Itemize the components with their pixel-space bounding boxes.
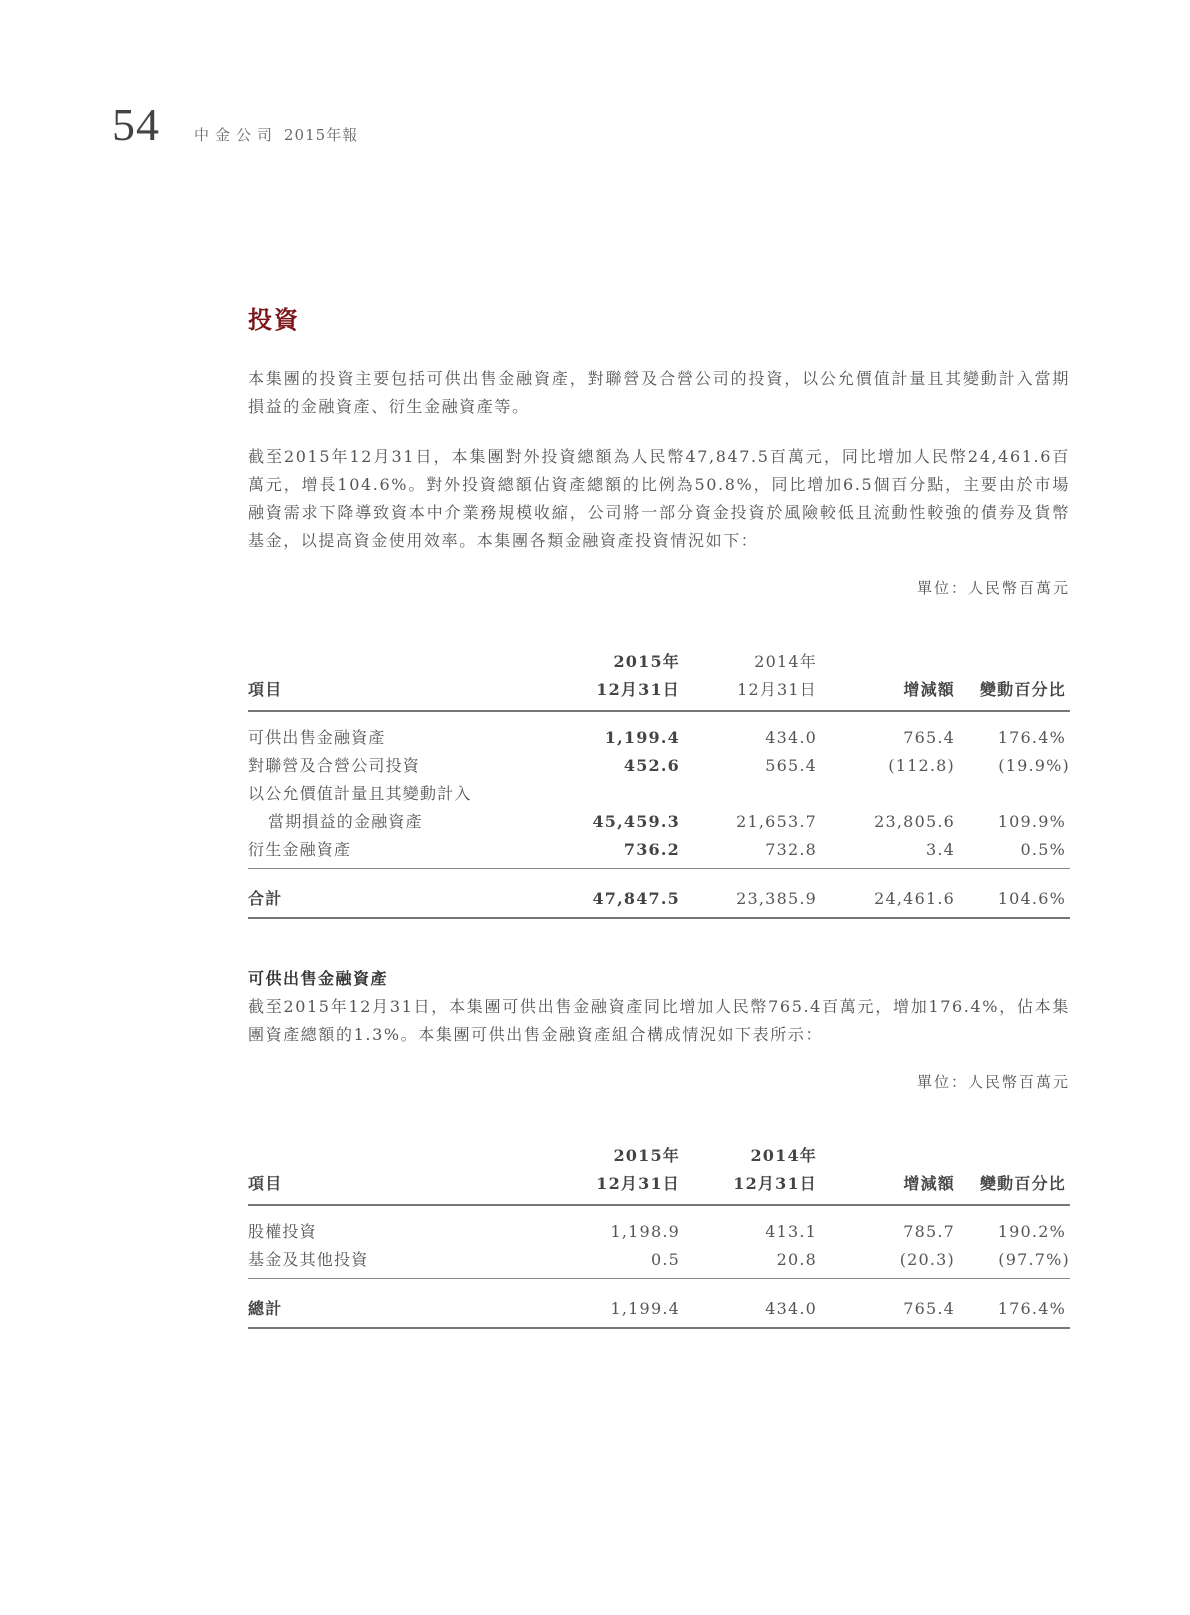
header-2015-date: 12月31日 <box>544 1170 680 1205</box>
row-label: 基金及其他投資 <box>248 1246 544 1279</box>
cell-pct: (19.9%) <box>998 756 1070 775</box>
total-label: 總計 <box>248 1279 544 1329</box>
header-pct: 變動百分比 <box>955 676 1070 711</box>
table-row <box>248 780 1070 808</box>
cell-2014: 21,653.7 <box>736 812 817 831</box>
intro-paragraph: 本集團的投資主要包括可供出售金融資產，對聯營及合營公司的投資，以公允價值計量且其變動計入當期損益的金融資產、衍生金融資產等。 <box>248 369 1070 416</box>
total-pct: 176.4% <box>955 1279 1070 1329</box>
unit-label: 單位：人民幣百萬元 <box>916 579 1070 597</box>
cell-pct: 0.5% <box>955 836 1070 869</box>
total-label: 合計 <box>248 869 544 919</box>
header-item: 項目 <box>248 676 544 711</box>
section-title: 投資 <box>248 305 300 334</box>
cell-2015: 1,199.4 <box>604 728 680 747</box>
table-row <box>248 1205 1070 1246</box>
total-change: 24,461.6 <box>817 869 955 919</box>
cell-2015: 0.5 <box>544 1246 680 1279</box>
row-label: 以公允價值計量且其變動計入 <box>248 784 472 803</box>
cell-change: (112.8) <box>888 756 955 775</box>
total-pct: 104.6% <box>955 869 1070 919</box>
row-label: 股權投資 <box>248 1222 317 1241</box>
total-2014: 434.0 <box>680 1279 817 1329</box>
report-name: 中金公司 <box>194 126 279 144</box>
cell-2015: 1,198.9 <box>610 1222 680 1241</box>
cell-change: 3.4 <box>817 836 955 869</box>
table-row <box>248 836 1070 869</box>
cell-pct: (97.7%) <box>955 1246 1070 1279</box>
cell-change: 23,805.6 <box>874 812 955 831</box>
cell-2015: 452.6 <box>623 756 680 775</box>
summary-paragraph: 截至2015年12月31日，本集團對外投資總額為人民幣47,847.5百萬元，同比增加人民幣24,461.6百萬元，增長104.6%。對外投資總額佔資產總額的比例為50.8%，同比增加6.5個百分點，主要由於市場融資需求下降導致資本中介業務規模收縮，公司將一部分資金投資於風險較低且流動性較強的債券及貨幣基金，以提高資金使用效率。本集團各類金融資產投資情況如下： <box>248 447 1070 550</box>
row-label: 對聯營及合營公司投資 <box>248 756 421 775</box>
header-item: 項目 <box>248 1170 544 1205</box>
header-2014-year: 2014年 <box>750 1146 817 1165</box>
cell-pct: 190.2% <box>997 1222 1066 1241</box>
cell-pct: 176.4% <box>997 728 1066 747</box>
row-label: 衍生金融資產 <box>248 836 544 869</box>
table-row <box>248 1246 1070 1279</box>
main-content <box>248 300 1070 1329</box>
table-row <box>248 711 1070 752</box>
cell-2014: 413.1 <box>765 1222 817 1241</box>
cell-change: (20.3) <box>817 1246 955 1279</box>
cell-2014: 732.8 <box>680 836 817 869</box>
cell-change: 785.7 <box>903 1222 955 1241</box>
subsection-title: 可供出售金融資產 <box>248 969 389 988</box>
total-row <box>248 869 1070 919</box>
investment-table <box>248 648 1070 919</box>
header-pct: 變動百分比 <box>955 1170 1070 1205</box>
cell-change: 765.4 <box>903 728 955 747</box>
total-2015: 47,847.5 <box>544 869 680 919</box>
row-label: 可供出售金融資產 <box>248 728 386 747</box>
unit-label: 單位：人民幣百萬元 <box>916 1073 1070 1091</box>
table-row <box>248 752 1070 780</box>
cell-2015: 45,459.3 <box>592 812 680 831</box>
report-year: 2015年報 <box>284 126 359 144</box>
cell-2014: 20.8 <box>680 1246 817 1279</box>
header-2015-date: 12月31日 <box>544 676 680 711</box>
header-2014-date: 12月31日 <box>680 676 817 711</box>
header-2014-date: 12月31日 <box>680 1170 817 1205</box>
total-2014: 23,385.9 <box>680 869 817 919</box>
cell-2014: 434.0 <box>765 728 817 747</box>
cell-pct: 109.9% <box>997 812 1066 831</box>
header-2015-year: 2015年 <box>613 1146 680 1165</box>
total-2015: 1,199.4 <box>544 1279 680 1329</box>
page-header <box>112 98 358 151</box>
header-2014-year: 2014年 <box>754 652 817 671</box>
header-2015-year: 2015年 <box>613 652 680 671</box>
table-row <box>248 808 1070 836</box>
header-change: 增減額 <box>817 676 955 711</box>
total-change: 765.4 <box>817 1279 955 1329</box>
row-label: 當期損益的金融資產 <box>268 812 423 831</box>
subsection-paragraph: 截至2015年12月31日，本集團可供出售金融資產同比增加人民幣765.4百萬元，增加176.4%，佔本集團資產總額的1.3%。本集團可供出售金融資產組合構成情況如下表所示： <box>248 997 1070 1044</box>
cell-2015: 736.2 <box>544 836 680 869</box>
afs-composition-table <box>248 1142 1070 1329</box>
page-number: 54 <box>112 99 160 150</box>
header-change: 增減額 <box>817 1170 955 1205</box>
cell-2014: 565.4 <box>765 756 817 775</box>
total-row <box>248 1279 1070 1329</box>
